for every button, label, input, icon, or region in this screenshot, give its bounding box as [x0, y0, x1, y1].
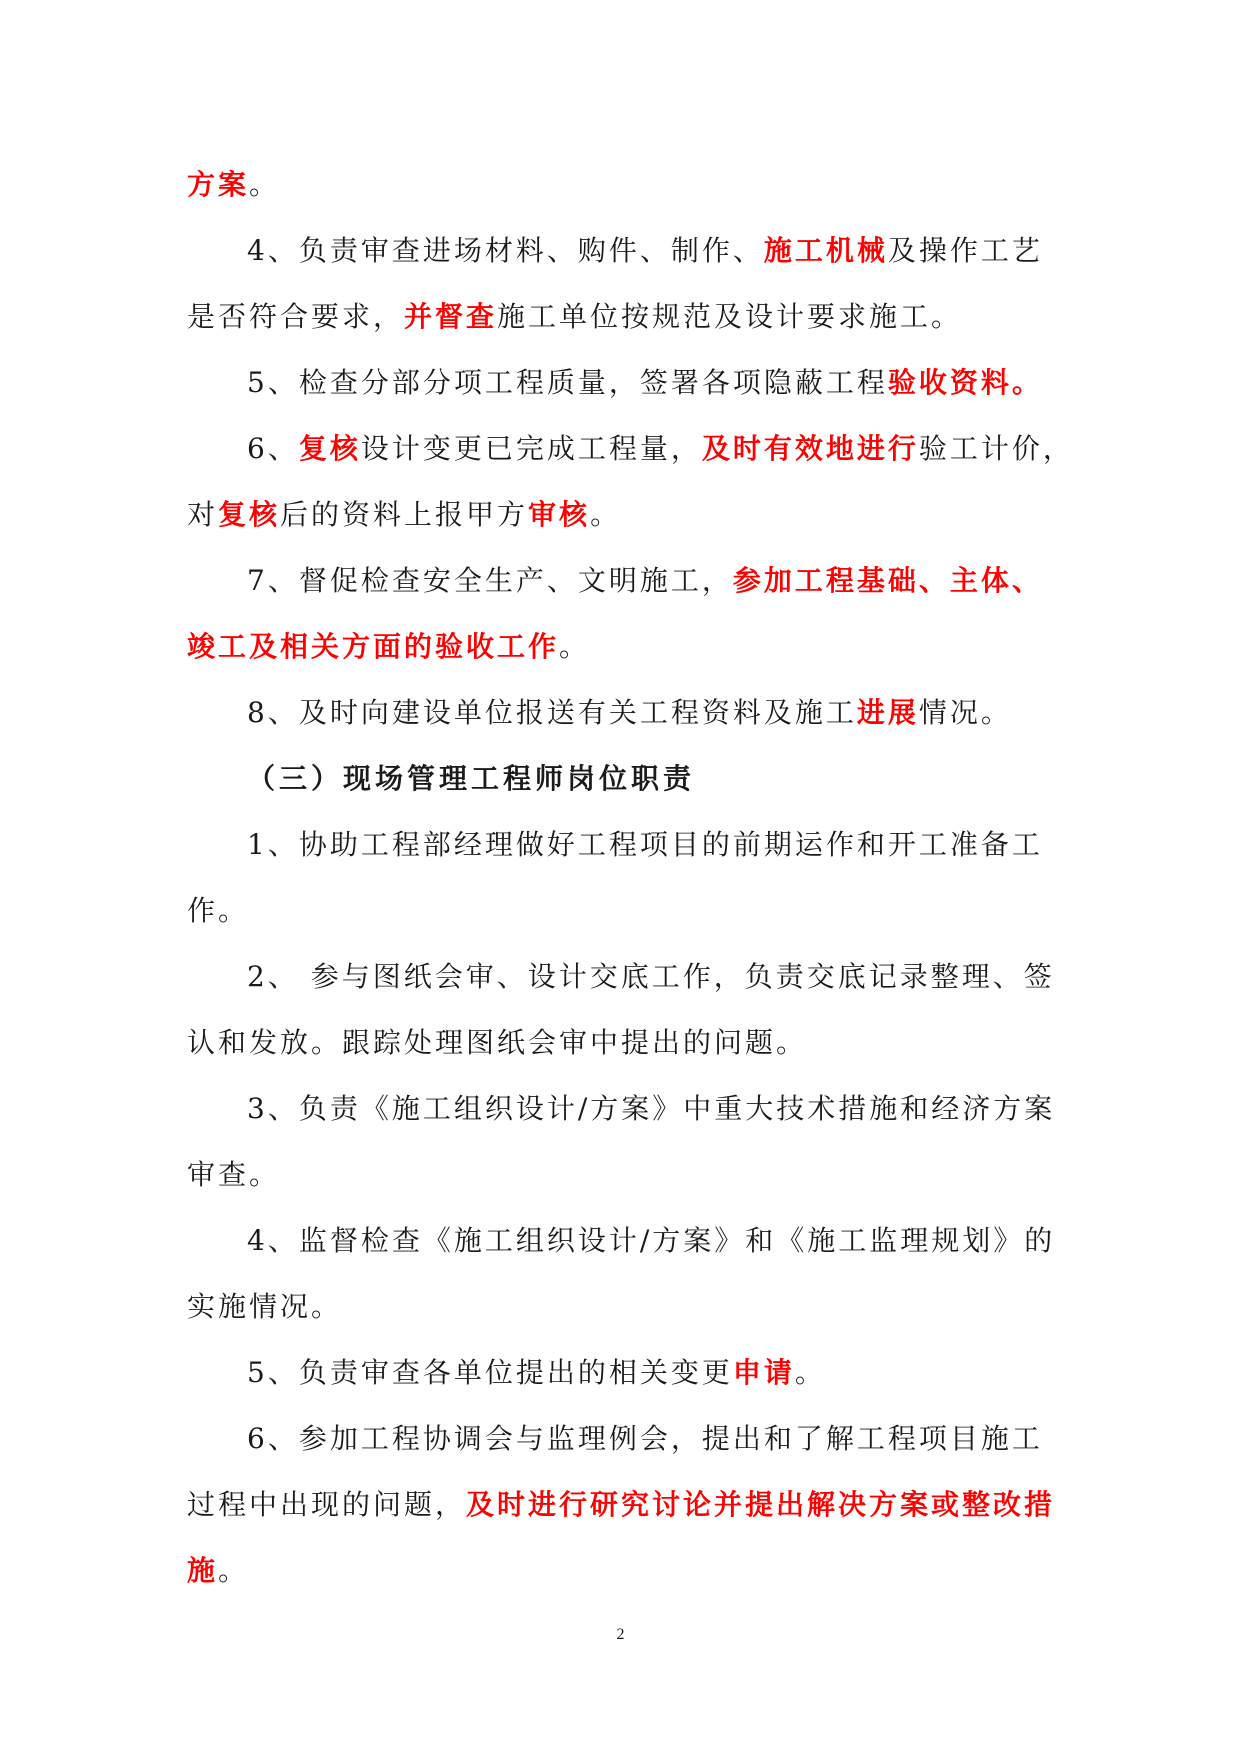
text-segment: 。 — [559, 630, 591, 663]
highlighted-text: 及时进行研究讨论并提出解决方案或整改措 — [466, 1488, 1056, 1521]
text-segment: 5、检查分部分项工程质量，签署各项隐蔽工程 — [247, 366, 888, 399]
highlighted-text: 审核 — [528, 498, 591, 531]
highlighted-text: 复核 — [218, 498, 281, 531]
page-number: 2 — [616, 1626, 625, 1643]
text-segment: 认和发放。跟踪处理图纸会审中提出的问题。 — [187, 1026, 808, 1059]
text-line — [187, 1076, 1057, 1142]
text-line — [187, 1538, 1057, 1604]
text-segment: 7、督促检查安全生产、文明施工， — [247, 564, 733, 597]
text-segment: 及操作工艺 — [887, 234, 1043, 267]
highlighted-text: 进展 — [856, 696, 919, 729]
highlighted-text: 方案 — [187, 168, 250, 201]
text-segment: 对 — [187, 498, 219, 531]
text-line — [187, 1340, 1057, 1406]
text-line — [187, 878, 1057, 944]
text-segment: 6、 — [247, 432, 299, 465]
text-segment: 6、参加工程协调会与监理例会，提出和了解工程项目施工 — [247, 1422, 1043, 1455]
text-line — [187, 812, 1057, 878]
highlighted-text: 参加工程基础、主体、 — [732, 564, 1043, 597]
text-line — [187, 944, 1057, 1010]
text-segment: 设计变更已完成工程量， — [360, 432, 702, 465]
text-line — [187, 680, 1057, 746]
text-segment: 。 — [249, 168, 281, 201]
text-line — [187, 1010, 1057, 1076]
section-heading — [187, 746, 1057, 812]
text-line — [187, 1208, 1057, 1274]
text-line — [187, 614, 1057, 680]
text-segment: 。 — [794, 1356, 826, 1389]
text-segment: 审查。 — [187, 1158, 281, 1191]
text-segment: 作。 — [187, 894, 250, 927]
text-line — [187, 1274, 1057, 1340]
text-segment: 后的资料上报甲方 — [280, 498, 529, 531]
highlighted-text: 申请 — [732, 1356, 795, 1389]
text-line — [187, 1142, 1057, 1208]
highlighted-text: 验收资料。 — [887, 366, 1043, 399]
text-segment: 实施情况。 — [187, 1290, 343, 1323]
text-segment: 1、协助工程部经理做好工程项目的前期运作和开工准备工 — [247, 828, 1043, 861]
highlighted-text: 并督查 — [404, 300, 498, 333]
text-segment: 2、 参与图纸会审、设计交底工作，负责交底记录整理、签 — [247, 960, 1055, 993]
text-line — [187, 350, 1057, 416]
highlighted-text: 复核 — [298, 432, 361, 465]
text-line — [187, 1472, 1057, 1538]
text-line — [187, 548, 1057, 614]
text-segment: 4、监督检查《施工组织设计/方案》和《施工监理规划》的 — [247, 1224, 1056, 1257]
text-line — [187, 416, 1074, 482]
highlighted-text: 施 — [187, 1554, 219, 1587]
text-segment: 过程中出现的问题， — [187, 1488, 467, 1521]
highlighted-text: 及时有效地进行 — [701, 432, 919, 465]
text-segment: 。 — [218, 1554, 250, 1587]
text-segment: 验工计价， — [918, 432, 1074, 465]
text-segment: 施工单位按规范及设计要求施工。 — [497, 300, 963, 333]
text-segment: 5、负责审查各单位提出的相关变更 — [247, 1356, 733, 1389]
text-segment: 4、负责审查进场材料、购件、制作、 — [247, 234, 764, 267]
text-segment: 8、及时向建设单位报送有关工程资料及施工 — [247, 696, 857, 729]
text-line — [187, 482, 1057, 548]
text-segment: （三）现场管理工程师岗位职责 — [247, 762, 696, 795]
text-line — [187, 152, 1057, 218]
text-line — [187, 284, 1057, 350]
text-segment: 情况。 — [918, 696, 1012, 729]
text-line — [187, 218, 1057, 284]
highlighted-text: 竣工及相关方面的验收工作 — [187, 630, 560, 663]
text-segment: 是否符合要求， — [187, 300, 405, 333]
text-segment: 3、负责《施工组织设计/方案》中重大技术措施和经济方案 — [247, 1092, 1056, 1125]
highlighted-text: 施工机械 — [763, 234, 888, 267]
text-segment: 。 — [590, 498, 622, 531]
text-line — [187, 1406, 1057, 1472]
document-body — [187, 152, 1074, 1604]
